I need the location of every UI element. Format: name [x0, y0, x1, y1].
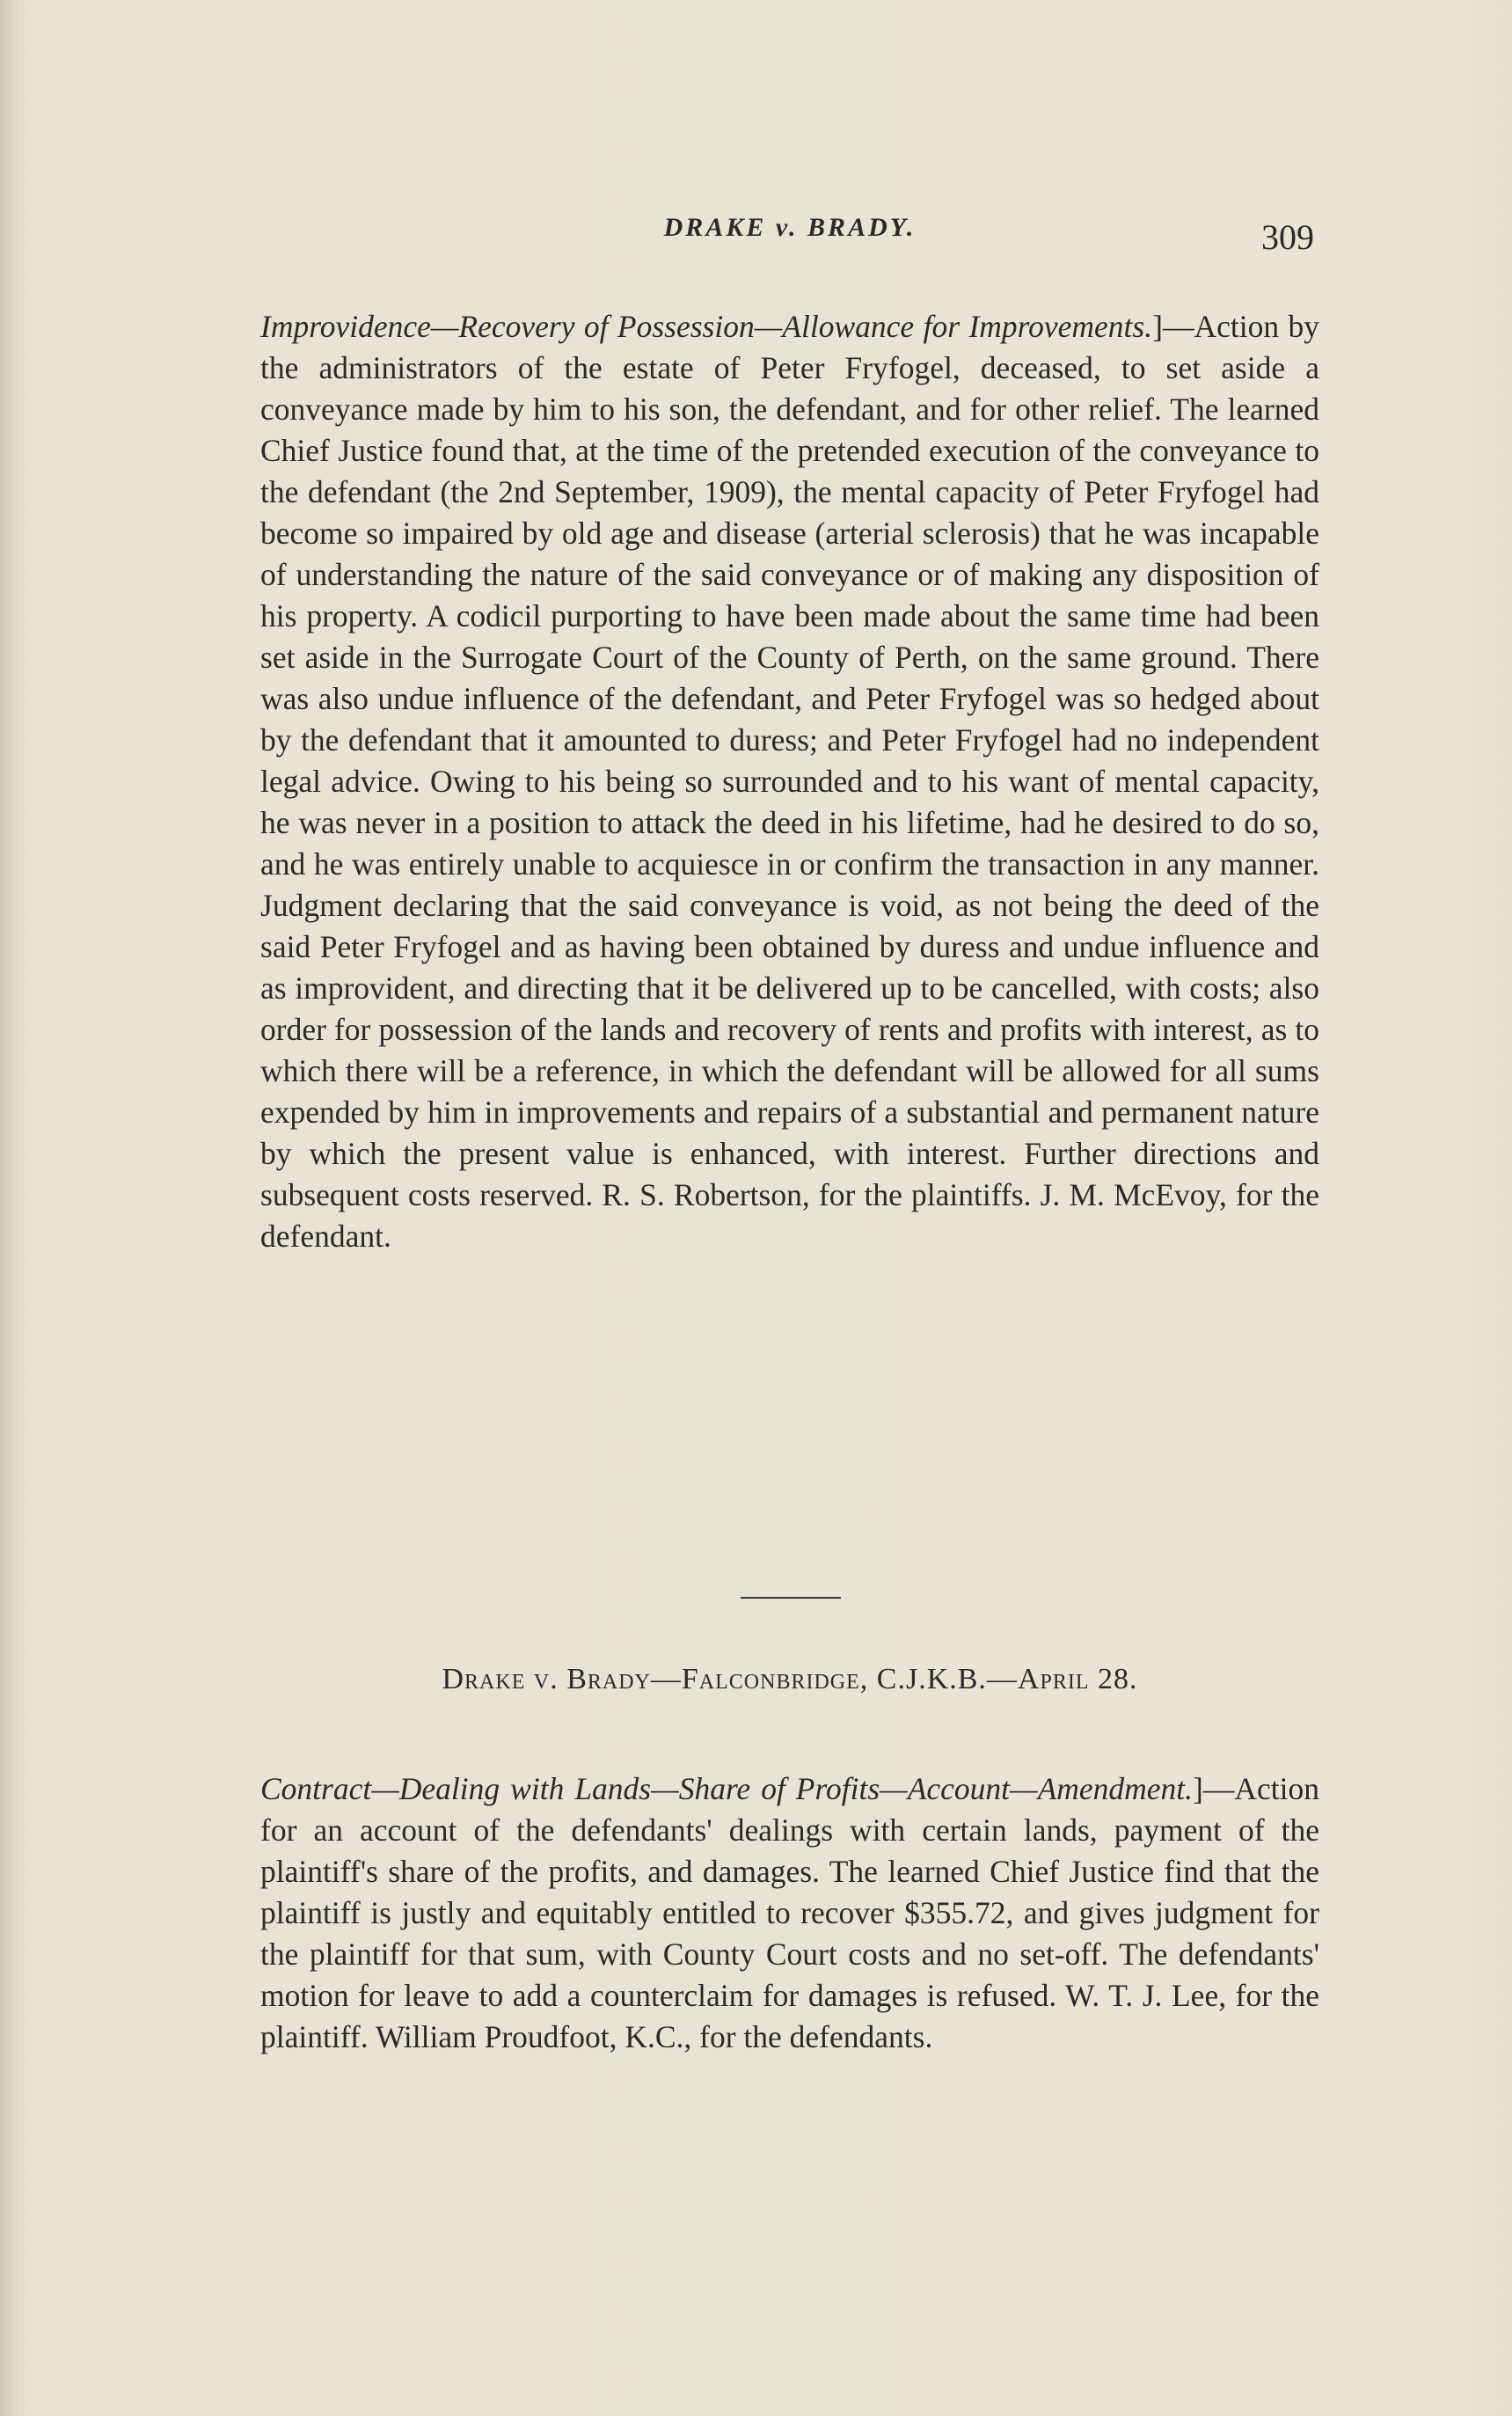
section-divider	[741, 1597, 841, 1599]
case-2-heading: Drake v. Brady—Falconbridge, C.J.K.B.—April 28.	[442, 1663, 1138, 1695]
running-head	[260, 208, 1319, 260]
running-title: DRAKE v. BRADY.	[663, 213, 917, 242]
case-2-text	[260, 1768, 1319, 2058]
page-number: 309	[1261, 217, 1314, 257]
case-2-body: ]—Action for an account of the defendants' dealings with certain lands, payment of the plaintiff's share of the profits, and damages. The learned Chief Justice find that the plaintiff is justly and equitably entitled to recover $355.72, and gives judgment for the plaintiff for that sum, with County Court costs and no set-off. The defendants' motion for leave to add a counterclaim for damages is refused. W. T. J. Lee, for the plaintiff. William Proudfoot, K.C., for the defendants.	[260, 1771, 1319, 2054]
case-2-paragraph	[260, 1768, 1319, 2058]
case-1-catchwords: Improvidence—Recovery of Possession—Allowance for Improvements.	[260, 309, 1153, 344]
case-1-text	[260, 306, 1319, 1257]
page-gutter-shadow	[0, 0, 19, 2416]
case-2-catchwords: Contract—Dealing with Lands—Share of Profits—Account—Amendment.	[260, 1771, 1194, 1806]
case-1-paragraph	[260, 306, 1319, 1257]
case-1-body: ]—Action by the administrators of the estate of Peter Fryfogel, deceased, to set aside a conveyance made by him to his son, the defendant, and for other relief. The learned Chief Justice found that, at the time of the pretended execution of the conveyance to the defendant (the 2nd September, 1909), the mental capacity of Peter Fryfogel had become so impaired by old age and disease (arterial sclerosis) that he was incapable of understanding the nature of the said conveyance or of making any disposition of his property. A codicil purporting to have been made about the same time had been set aside in the Surrogate Court of the County of Perth, on the same ground. There was also undue influence of the defendant, and Peter Fryfogel was so hedged about by the defendant that it amounted to duress; and Peter Fryfogel had no independent legal advice. Owing to his being so surrounded and to his want of mental capacity, he was never in a position to attack the deed in his lifetime, had he desired to do so, and he was entirely unable to acquiesce in or confirm the transaction in any manner. Judgment declaring that the said conveyance is void, as not being the deed of the said Peter Fryfogel and as having been obtained by duress and undue influence and as improvident, and directing that it be delivered up to be cancelled, with costs; also order for possession of the lands and recovery of rents and profits with interest, as to which there will be a reference, in which the defendant will be allowed for all sums expended by him in improvements and repairs of a substantial and permanent nature by which the present value is enhanced, with interest. Further directions and subsequent costs reserved. R. S. Robertson, for the plaintiffs. J. M. McEvoy, for the defendant.	[260, 309, 1319, 1254]
